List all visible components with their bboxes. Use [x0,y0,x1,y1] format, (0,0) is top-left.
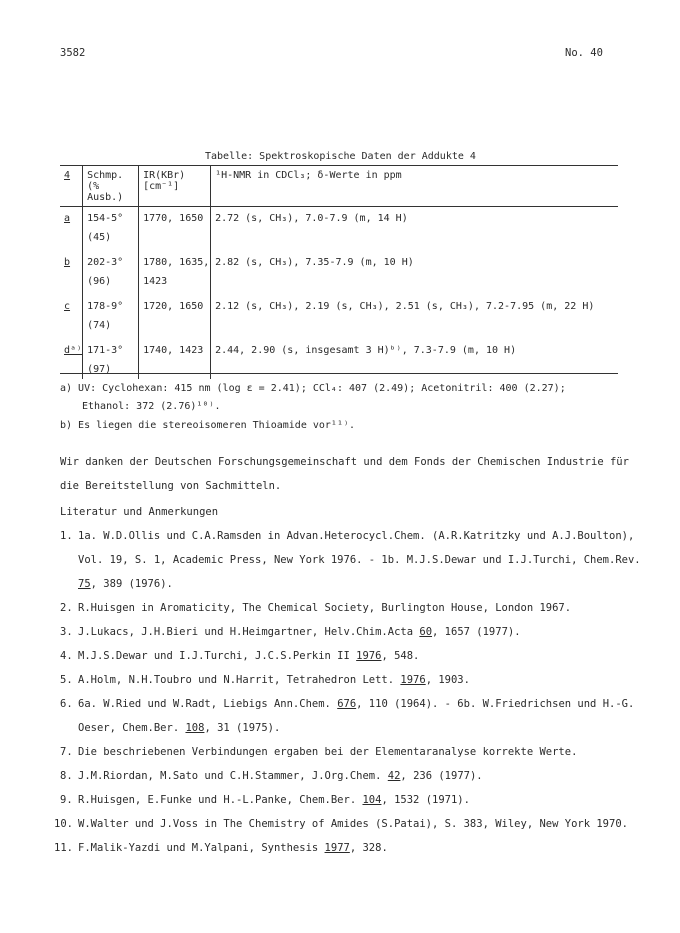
header-mp: Schmp. (% Ausb.) [83,166,139,207]
reference-item: 7. Die beschriebenen Verbindungen ergaben bei der Elementaranalyse korrekte Werte. [60,746,578,758]
reference-item: 6. 6a. W.Ried und W.Radt, Liebigs Ann.Chem. 676, 110 (1964). - 6b. W.Friedrichsen und H.-G. [60,698,635,710]
table-row: c 178-9° (74) 1720, 1650 2.12 (s, CH₃), 2.19 (s, CH₃), 2.51 (s, CH₃), 7.2-7.95 (m, 22 H) [60,298,618,342]
reference-item: 4. M.J.S.Dewar und I.J.Turchi, J.C.S.Perkin II 1976, 548. [60,650,420,662]
reference-item: 5. A.Holm, N.H.Toubro und N.Harrit, Tetrahedron Lett. 1976, 1903. [60,674,470,686]
reference-item: 1. 1a. W.D.Ollis und C.A.Ramsden in Advan.Heterocycl.Chem. (A.R.Katritzky und A.J.Boulton), [60,530,635,542]
footnote-b: b) Es liegen die stereoisomeren Thioamide vor¹¹⁾. [60,420,356,431]
reference-item: 8. J.M.Riordan, M.Sato und C.H.Stammer, J.Org.Chem. 42, 236 (1977). [60,770,483,782]
reference-item: 11. F.Malik-Yazdi und M.Yalpani, Synthesis 1977, 328. [54,842,388,854]
page-number: 3582 [60,47,86,59]
table-header-row [60,166,618,207]
footnote-a-cont: Ethanol: 372 (2.76)¹⁰⁾. [82,401,221,412]
reference-item: 10. W.Walter und J.Voss in The Chemistry of Amides (S.Patai), S. 383, Wiley, New York 1970. [54,818,628,830]
header-ir: IR(KBr) [cm⁻¹] [139,166,211,207]
header-nmr: ¹H-NMR in CDCl₃; δ-Werte in ppm [211,166,618,207]
table-row: a 154-5° (45) 1770, 1650 2.72 (s, CH₃), 7.0-7.9 (m, 14 H) [60,207,618,255]
reference-item-cont: Oeser, Chem.Ber. 108, 31 (1975). [78,722,281,734]
table-caption: Tabelle: Spektroskopische Daten der Addukte 4 [205,151,476,162]
issue-number: No. 40 [565,47,603,59]
acknowledgement: Wir danken der Deutschen Forschungsgemeinschaft und dem Fonds der Chemischen Industrie für [60,456,629,468]
acknowledgement-cont: die Bereitstellung von Sachmitteln. [60,480,282,492]
table-row: dᵃ⁾ 171-3° (97) 1740, 1423 2.44, 2.90 (s, insgesamt 3 H)ᵇ⁾, 7.3-7.9 (m, 10 H) [60,342,618,379]
reference-item: 9. R.Huisgen, E.Funke und H.-L.Panke, Chem.Ber. 104, 1532 (1971). [60,794,470,806]
reference-item-cont: 75, 389 (1976). [78,578,173,590]
data-table [60,166,618,379]
table-row: b 202-3° (96) 1780, 1635, 1423 2.82 (s, CH₃), 7.35-7.9 (m, 10 H) [60,254,618,298]
footnote-a: a) UV: Cyclohexan: 415 nm (log ε = 2.41); CCl₄: 407 (2.49); Acetonitril: 400 (2.27); [60,383,566,394]
reference-item-cont: Vol. 19, S. 1, Academic Press, New York 1976. - 1b. M.J.S.Dewar und I.J.Turchi, Chem.Rev. [78,554,641,566]
references-heading: Literatur und Anmerkungen [60,506,219,518]
header-compound: 4 [60,166,83,207]
reference-item: 3. J.Lukacs, J.H.Bieri und H.Heimgartner, Helv.Chim.Acta 60, 1657 (1977). [60,626,521,638]
reference-item: 2. R.Huisgen in Aromaticity, The Chemical Society, Burlington House, London 1967. [60,602,572,614]
